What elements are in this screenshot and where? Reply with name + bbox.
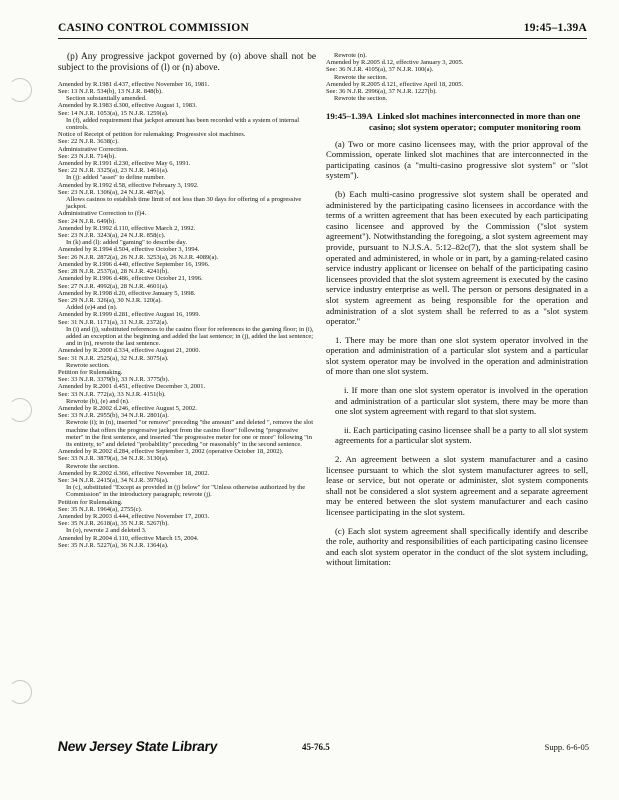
library-stamp: New Jersey State Library — [56, 738, 219, 754]
source-note-line: In (o), rewrote 2 and deleted 3. — [66, 527, 147, 535]
source-note-line: See: 22 N.J.R. 3638(c). — [58, 138, 119, 146]
source-note-line: Rewrote the section. — [334, 95, 388, 103]
source-note-line: See: 23 N.J.R. 714(b). — [58, 152, 116, 160]
source-note-line: In (i) and (j), substituted references to the casino floor for references to the gaming floor; in (i), added an exception at the beginning and added the last sentence; in (j), added the last sentence; and in (n), rewrote the last sentence. — [66, 325, 314, 348]
source-note-line: Amended by R.2003 d.444, effective November 17, 2003. — [58, 513, 210, 520]
header-chapter-title: CASINO CONTROL COMMISSION — [58, 22, 249, 34]
page-footer — [58, 738, 589, 758]
source-note-line: Petition for Rulemaking. — [58, 498, 123, 506]
source-note-line: Amended by R.2005 d.121, effective April 18, 2005. — [326, 80, 464, 88]
source-note-line: See: 24 N.J.R. 649(b). — [58, 217, 116, 225]
source-note-line: See: 22 N.J.R. 3325(a), 23 N.J.R. 1461(a). — [58, 167, 169, 175]
source-note-line: Amended by R.2005 d.12, effective January 3, 2005. — [326, 59, 464, 67]
source-note-line: Added (e)4 and (n). — [66, 304, 118, 312]
supplement-date: Supp. 6-6-05 — [544, 742, 589, 752]
source-note-line: Administrative Correction. — [58, 145, 129, 153]
source-note-line: See: 33 N.J.R. 3879(a), 34 N.J.R. 3130(a). — [58, 455, 169, 463]
source-note-line: See: 28 N.J.R. 2537(a), 28 N.J.R. 4241(b). — [58, 268, 169, 276]
right-column — [326, 52, 588, 576]
source-note-line: Amended by R.1996 d.440, effective September 16, 1996. — [58, 260, 210, 268]
source-note-line: Amended by R.2002 d.366, effective November 18, 2002. — [58, 469, 210, 477]
source-note-line: See: 27 N.J.R. 4992(a), 28 N.J.R. 4601(a). — [58, 282, 169, 290]
binder-hole — [8, 398, 32, 422]
source-note-line: See: 31 N.J.R. 2525(a), 32 N.J.R. 3075(a). — [58, 354, 169, 362]
source-note-line: Administrative Correction to (f)4. — [58, 210, 147, 218]
source-history-left — [58, 81, 316, 549]
source-note-line: Amended by R.1999 d.281, effective August 16, 1999. — [58, 311, 201, 319]
header-section-number: 19:45–1.39A — [523, 22, 587, 34]
source-note-line: See: 29 N.J.R. 326(a), 30 N.J.R. 120(a). — [58, 296, 162, 304]
source-note-line: See: 26 N.J.R. 2872(a), 26 N.J.R. 3253(a), 26 N.J.R. 4089(a). — [58, 253, 219, 261]
source-note-line: See: 14 N.J.R. 1053(a), 15 N.J.R. 1259(a). — [58, 109, 169, 117]
source-note-line: Amended by R.1983 d.300, effective August 1, 1983. — [58, 102, 197, 110]
source-note-line: Rewrote the section. — [334, 73, 388, 81]
source-note-line: Amended by R.2002 d.284, effective September 3, 2002 (operative October 18, 2002). — [58, 448, 284, 456]
paragraph-p: (p) Any progressive jackpot governed by (o) above shall not be subject to the provisions of (l) or (n) above. — [58, 52, 316, 74]
source-note-line: See: 36 N.J.R. 4105(a), 37 N.J.R. 100(a). — [326, 66, 434, 74]
source-note-line: Allows casinos to establish time limit of not less than 30 days for offering of a progressive jackpot. — [66, 196, 302, 211]
source-note-line: In (f), added requirement that jackpot amount has been recorded with a system of internal controls. — [66, 116, 300, 132]
source-note-line: Amended by R.2000 d.334, effective August 21, 2000. — [58, 347, 201, 355]
section-paragraph: 1. There may be more than one slot system operator involved in the operation and administration of a particular slot system and a particular slot system operator may be involved in the operation and administration of more than one slot system. — [326, 334, 588, 377]
source-note-line: Amended by R.2004 d.110, effective March 15, 2004. — [58, 534, 199, 542]
source-note-line: Rewrote section. — [66, 361, 110, 369]
section-paragraph: (b) Each multi-casino progressive slot system shall be operated and administered by the participating casino licensees in accordance with the terms of a written agreement that has been executed by each participating casino licensee and approved by the Commission ("slot system agreement"). Notwithstanding the foregoing, a slot system agreement may provide, pursuant to N.J.S.A. 5:12–82c(7), that the slot system shall be operated and administered, in whole or in part, by a gaming-related casino service industry applicant or licensee on behalf of the participating casino licensees provided that the slot system agreement is executed by the casino service industry enterprise as well. The person or persons designated in a slot system agreement as being responsible for the operation and administration of a slot system shall be referred to as a "slot system operator." — [326, 188, 588, 327]
source-note-line: Amended by R.1998 d.20, effective January 5, 1998. — [58, 289, 196, 297]
source-note-line: Amended by R.1992 d.58, effective February 3, 1992. — [58, 181, 199, 189]
source-note-line: See: 33 N.J.R. 772(a), 33 N.J.R. 4151(b). — [58, 390, 166, 398]
source-note-line: Amended by R.1981 d.437, effective November 16, 1981. — [58, 80, 210, 88]
source-note-line: Rewrote the section. — [66, 462, 120, 470]
source-note-line: In (c), substituted "Except as provided in (j) below" for "Unless otherwise authorized by the Commission" in the introductory paragraph; rewrote (j). — [66, 484, 306, 499]
section-paragraph: 2. An agreement between a slot system manufacturer and a casino licensee pursuant to which the slot system manufacturer agrees to sell, lease or service, but not operate or administer, slot system components shall not be considered a slot system agreement and a separate agreement may be entered between the slot system manufacturer and each casino licensee participating in the slot system. — [326, 454, 588, 518]
source-note-line: Amended by R.2002 d.246, effective August 5, 2002. — [58, 404, 197, 412]
source-note-line: See: 34 N.J.R. 2415(a), 34 N.J.R. 3976(a). — [58, 476, 169, 484]
source-note-line: See: 35 N.J.R. 5227(a), 36 N.J.R. 1364(a). — [58, 541, 169, 549]
source-note-line: Rewrote (i); in (n), inserted "or remove" preceding "the amount" and deleted ", remove the slot machine that offers the progressive jackpot from the casino floor" following "progressive meter" in the first sentence, and inserted "the progressive meter for one or more" following "in its entirety, to" and deleted "probability" preceding "or reasonably" in the second sentence. — [66, 419, 314, 448]
source-note-line: See: 36 N.J.R. 2996(a), 37 N.J.R. 1227(b). — [326, 88, 437, 96]
source-note-line: Section substantially amended. — [66, 95, 147, 103]
source-note-line: Notice of Receipt of petition for rulemaking: Progressive slot machines. — [58, 131, 246, 139]
source-note-line: Amended by R.1991 d.230, effective May 6, 1991. — [58, 160, 191, 168]
section-paragraph: (a) Two or more casino licensees may, with the prior approval of the Commission, operate linked slot machines that are interconnected in the participating casinos (a "multi-casino progressive slot system" or "slot system"). — [326, 138, 588, 181]
left-column — [58, 52, 316, 549]
source-note-line: Rewrote (n). — [334, 52, 367, 59]
section-paragraph: i. If more than one slot system operator is involved in the operation and administration of a particular slot system, there may be more than one slot system agreement with regard to that slot system. — [335, 385, 588, 417]
source-note-line: See: 35 N.J.R. 1964(a), 2755(c). — [58, 505, 143, 513]
source-note-line: Petition for Rulemaking. — [58, 368, 123, 376]
running-header — [58, 22, 587, 39]
section-title: Linked slot machines interconnected in more than one casino; slot system operator; computer monitoring room — [369, 111, 581, 133]
source-note-line: See: 35 N.J.R. 2618(a), 35 N.J.R. 5267(b). — [58, 520, 169, 528]
source-note-line: See: 31 N.J.R. 1171(a), 31 N.J.R. 2372(a). — [58, 318, 169, 326]
source-note-line: See: 23 N.J.R. 1306(a), 24 N.J.R. 487(a). — [58, 188, 166, 196]
source-note-line: Amended by R.2001 d.451, effective December 3, 2001. — [58, 383, 206, 391]
section-paragraph: (c) Each slot system agreement shall specifically identify and describe the role, authority and responsibilities of each participating casino licensee and each slot system operator in the conduct of the slot system including, without limitation: — [326, 525, 588, 568]
source-history-right — [326, 52, 588, 102]
source-note-line: In (k) and (l): added "gaming" to describe day. — [66, 239, 187, 247]
section-paragraph: ii. Each participating casino licensee shall be a party to all slot system agreements for a particular slot system. — [335, 424, 588, 446]
source-note-line: Amended by R.1996 d.486, effective October 21, 1996. — [58, 275, 203, 283]
binder-holes — [8, 0, 38, 800]
section-number: 19:45–1.39A — [326, 111, 373, 122]
source-note-line: Rewrote (b), (e) and (n). — [66, 397, 130, 405]
binder-hole — [8, 680, 32, 704]
binder-hole — [8, 78, 32, 102]
source-note-line: Amended by R.1992 d.110, effective March 2, 1992. — [58, 224, 196, 232]
section-body — [326, 139, 588, 568]
source-note-line: See: 23 N.J.R. 3243(a), 24 N.J.R. 858(c). — [58, 232, 166, 240]
source-note-line: In (j): added "asset" to define number. — [66, 174, 165, 182]
section-heading — [326, 111, 588, 132]
page-number: 45-76.5 — [302, 742, 330, 752]
source-note-line: See: 13 N.J.R. 534(b), 13 N.J.R. 848(b). — [58, 88, 163, 96]
source-note-line: See: 33 N.J.R. 2955(b), 34 N.J.R. 2801(a). — [58, 412, 169, 420]
source-note-line: See: 33 N.J.R. 3379(b), 33 N.J.R. 3775(b). — [58, 376, 170, 384]
source-note-line: Amended by R.1994 d.504, effective October 3, 1994. — [58, 246, 200, 254]
